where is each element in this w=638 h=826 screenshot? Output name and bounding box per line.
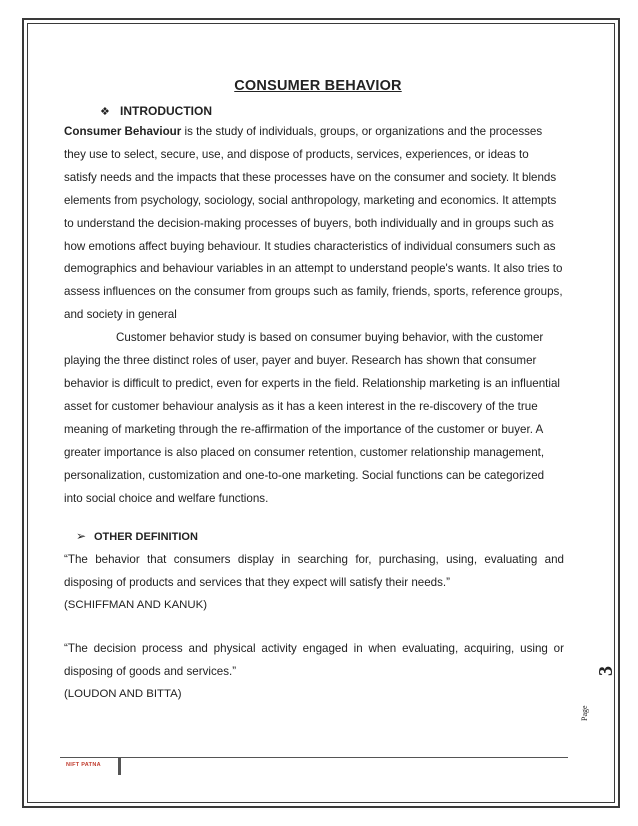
other-definition-heading	[76, 525, 564, 548]
definition-citation-1: (SCHIFFMAN AND KANUK)	[64, 599, 208, 612]
document-title: CONSUMER BEHAVIOR	[234, 78, 402, 94]
page-number: 3	[595, 666, 617, 676]
introduction-paragraph-1-text: is the study of individuals, groups, or organizations and the processes they use to select, secure, use, and dispose of products, services, experiences, or ideas to satisfy needs and the impacts that these processes have on the consumer and society. It blends elements from psychology, sociology, social anthropology, marketing and economics. It attempts to understand the decision-making processes of buyers, both individually and in groups such as how emotions affect buying behaviour. It studies characteristics of individual consumers such as demographics and behaviour variables in an attempt to understand people's wants. It also tries to assess influences on the consumer from groups such as family, friends, sports, reference groups, and society in general	[64, 125, 563, 322]
definition-quote-1: “The behavior that consumers display in searching for, purchasing, using, evaluating and disposing of products and services that they expect will satisfy their needs.”	[64, 553, 564, 590]
introduction-paragraph-1	[64, 121, 564, 327]
arrow-bullet-icon: ➢	[76, 529, 87, 544]
introduction-heading-text: INTRODUCTION	[120, 104, 212, 118]
footer-divider-bar	[118, 757, 121, 775]
definition-citation-2: (LOUDON AND BITTA)	[64, 688, 182, 701]
spacer	[64, 617, 564, 637]
other-definition-heading-text: OTHER DEFINITION	[94, 531, 198, 544]
page-word: Page	[580, 705, 589, 721]
introduction-heading	[100, 104, 564, 118]
lead-term: Consumer Behaviour	[64, 125, 182, 138]
diamond-bullet-icon: ❖	[100, 106, 110, 118]
document-body	[64, 78, 564, 706]
definition-quote-2: “The decision process and physical activity engaged in when evaluating, acquiring, using or disposing of goods and services.”	[64, 642, 564, 679]
footer-divider	[60, 757, 568, 758]
footer-label: NIFT PATNA	[66, 762, 101, 768]
introduction-paragraph-2: Customer behavior study is based on consumer buying behavior, with the customer playing the three distinct roles of user, payer and buyer. Research has shown that consumer behavior is difficult to predict, even for experts in the field. Relationship marketing is an influential asset for customer behaviour analysis as it has a keen interest in the re-discovery of the true meaning of marketing through the re-affirmation of the importance of the customer or buyer. A greater importance is also placed on consumer retention, customer relationship management, personalization, customization and one-to-one marketing. Social functions can be categorized into social choice and welfare functions.	[64, 331, 561, 505]
